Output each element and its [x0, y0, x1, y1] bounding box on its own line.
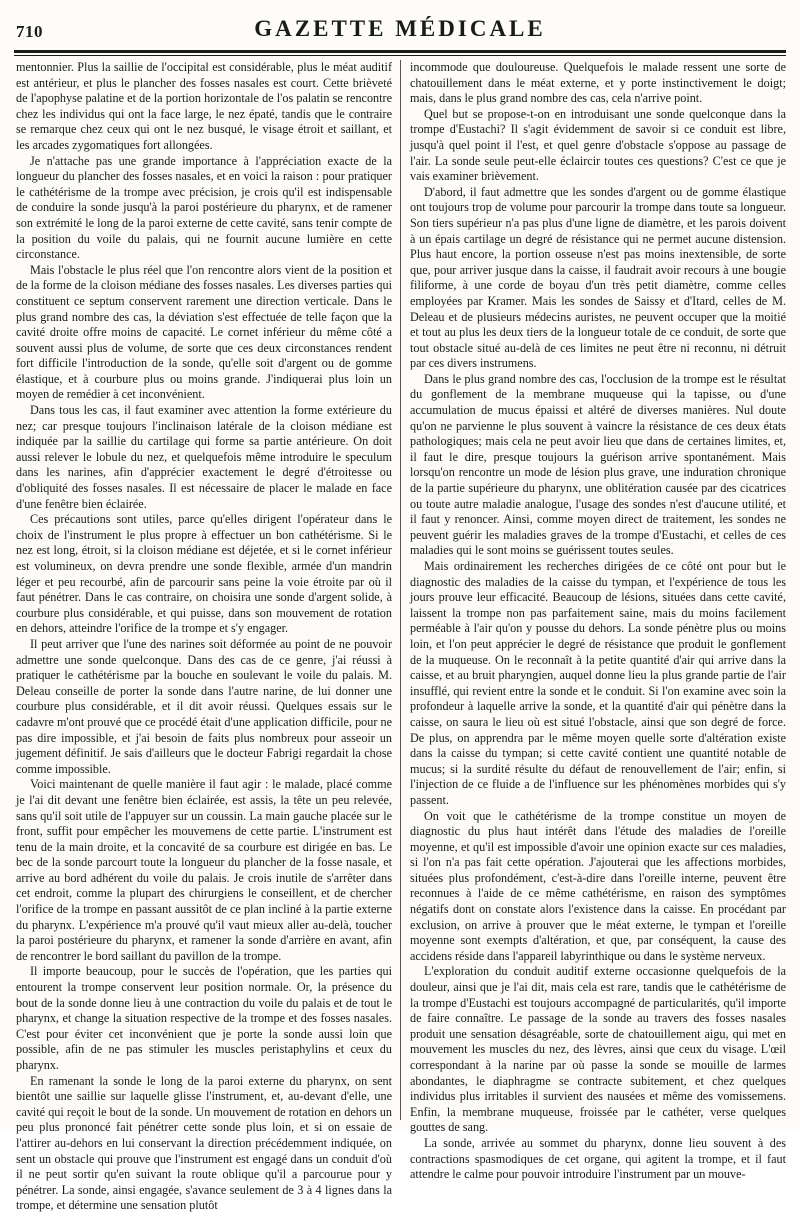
paragraph: Il peut arriver que l'une des narines soit déformée au point de ne pouvoir admettre une sonde quelconque. Dans des cas de ce genre, j'ai réussi à pratiquer le cathétérisme par la bouche en soulevant le voile du palais. M. Deleau conseille de porter la sonde dans l'autre narine, de lui donner une courbure plus considérable, et il dit avoir réussi. Quelques essais sur le cadavre m'ont prouvé que ce procédé était d'une application difficile, pour ne pas dire impossible, et j'ai besoin de faits plus nombreux pour asseoir un jugement définitif. Je sais d'ailleurs que le docteur Fabrigi regardait la chose comme impossible. — [16, 636, 392, 776]
paragraph: Je n'attache pas une grande importance à l'appréciation exacte de la longueur du plancher des fosses nasales, et en voici la raison : pour pratiquer le cathétérisme de la trompe avec précision, je crois qu'il est indispensable de conduire la sonde jusqu'à la paroi postérieure du pharynx, et de ramener son extrémité le long de la paroi externe de cette cavité, sans tenir compte de la position du voile du palais, qui ne fournit aucune lumière en cette circonstance. — [16, 153, 392, 262]
page-number: 710 — [16, 22, 43, 41]
paragraph: Mais ordinairement les recherches dirigées de ce côté ont pour but le diagnostic des maladies de la caisse du tympan, et l'expérience de tous les jours prouve leur efficacité. Beaucoup de lésions, situées dans cette cavité, laissent la trompe non pas parfaitement saine, mais du moins facilement perméable à l'air qu'on y pousse du dehors. La sonde pénètre plus ou moins loin, et l'on peut apprécier le degré de résistance que produit le gonflement de la muqueuse. On le reconnaît à la petite quantité d'air qui arrive dans la caisse, et au bruit pharyngien, auquel donne lieu la plus grande partie de l'air insufflé, qui revient entre la sonde et le conduit. Si l'on examine avec soin la profondeur à laquelle arrive la sonde, et la quantité d'air qui pénètre dans la caisse, on saura le lieu où est situé l'obstacle, ainsi que son degré de force. De plus, on apprendra par le même moyen quelle sorte d'altération existe dans la caisse du tympan; si cette cavité contient une quantité notable de mucus; si la surdité résulte du défaut de renouvellement de l'air; enfin, si l'injection de ce fluide a de l'influence sur les phénomènes morbides qui s'y passent. — [410, 559, 786, 807]
paragraph: L'exploration du conduit auditif externe occasionne quelquefois de la douleur, ainsi que je l'ai dit, mais cela est rare, tandis que le cathétérisme de la trompe d'Eustachi est toujours accompagné de particularités, qu'il importe de faire connaître. Le passage de la sonde au travers des fosses nasales produit une sensation désagréable, sorte de chatouillement aigu, qui met en mouvement les muscles du nez, des lèvres, ainsi que ceux du visage. L'œil correspondant à la narine par où passe la sonde se mouille de larmes abondantes, le diaphragme se contracte subitement, et chez quelques individus plus irritables il survient des nausées et même des vomissemens. Enfin, la membrane muqueuse, froissée par le cathéter, verse quelques gouttes de sang. — [410, 964, 786, 1135]
paragraph: Il importe beaucoup, pour le succès de l'opération, que les parties qui entourent la trompe conservent leur position normale. Or, la présence du bout de la sonde donne lieu à une contraction du voile du palais et de tout le pharynx, et change la situation respective de la trompe et des fosses nasales. C'est pour éviter cet inconvénient que je porte la sonde aussi loin que possible, afin de ne pas stimuler les muscles peristaphylins et ceux du pharynx. — [16, 964, 392, 1072]
paragraph: Ces précautions sont utiles, parce qu'elles dirigent l'opérateur dans le choix de l'instrument le plus propre à effectuer un bon cathétérisme. Si le nez est long, étroit, si la cloison médiane est déjetée, et si le cornet inférieur est volumineux, on devra prendre une sonde flexible, armée d'un mandrin léger et peu recourbé, afin de parcourir sans peine la voie étroite par où il faut pénétrer. Dans le cas contraire, on choisira une sonde d'argent solide, à courbure plus considérable, et qui puisse, dans son mouvement de rotation en dehors, atteindre l'orifice de la trompe et s'y engager. — [16, 512, 392, 636]
journal-title: GAZETTE MÉDICALE — [254, 16, 546, 41]
paragraph: On voit que le cathétérisme de la trompe constitue un moyen de diagnostic du plus haut intérêt dans l'étude des maladies de l'oreille moyenne, et qu'il est impossible d'avoir une opinion exacte sur ces maladies, si l'on n'a pas fait cette opération. J'ajouterai que les affections morbides, situées plus profondément, c'est-à-dire dans l'oreille interne, peuvent être reconnues à l'aide de ce même cathétérisme, en raison des symptômes négatifs dont on constate alors l'existence dans la caisse. En procédant par exclusion, on arrive à prouver que le méat externe, le tympan et l'oreille moyenne sont exempts d'altération, et que, par conséquent, la cause des accidens réside dans l'appareil labyrinthique ou dans le système nerveux. — [410, 808, 786, 963]
page-header — [14, 8, 786, 48]
paragraph: D'abord, il faut admettre que les sondes d'argent ou de gomme élastique ont toujours trop de volume pour parcourir la trompe dans toute sa longueur. Son tiers supérieur n'a pas plus d'une ligne de diamètre, et les parois doivent à un épais cartilage un degré de résistance qui ne permet aucune distension. Plus haut encore, la portion osseuse n'est pas moins inextensible, de sorte que, pour arriver jusque dans la caisse, il faudrait avoir recours à une bougie filiforme, à une corde de boyau d'un très petit diamètre, comme celles employées par Kramer. Mais les sondes de Saissy et d'Itard, celles de M. Deleau et de plusieurs médecins auristes, ne peuvent occuper que la moitié et tout au plus les deux tiers de la longueur totale de ce conduit, de sorte que tout obstacle situé au-delà de ces limites ne peut être ni reconnu, ni détruit par ces divers instrumens. — [410, 184, 786, 371]
right-column — [401, 60, 786, 1182]
paragraph: Dans le plus grand nombre des cas, l'occlusion de la trompe est le résultat du gonflement de la membrane muqueuse qui la tapisse, ou d'une accumulation de mucus épaissi et altéré de diverses manières. Nul doute qu'on ne parvienne le plus souvent à vaincre la résistance de ces deux états pathologiques; mais cela ne peut avoir lieu que dans de certaines limites, et, il faut le dire, presque toujours la guérison arrive spontanément. Mais lorsqu'on rencontre un mode de lésion plus grave, une induration chronique de la partie supérieure du pharynx, une oblitération causée par des cicatrices ou toute autre maladie analogue, l'usage des sondes n'est d'aucune utilité, et il faut y renoncer. Ainsi, comme moyen direct de traitement, les sondes ne peuvent guérir les maladies graves de la trompe d'Eustachi, et celles de ces maladies qui le sont moins se guérissent toutes seules. — [410, 371, 786, 558]
paragraph: mentonnier. Plus la saillie de l'occipital est considérable, plus le méat auditif est antérieur, et plus le plancher des fosses nasales est court. Cette brièveté de l'apophyse palatine et de la portion horizontale de l'os palatin se rencontre chez les individus qui ont la face large, le nez épaté, tandis que le contraire se remarque chez ceux qui ont le nez busqué, le visage étroit et saillant, et les arcades zygomatiques fort allongées. — [16, 60, 392, 152]
paragraph: Mais l'obstacle le plus réel que l'on rencontre alors vient de la position et de la forme de la cloison médiane des fosses nasales. Les diverses parties qui constituent ce septum conservent rarement une direction verticale. Dans le plus grand nombre des cas, la déviation s'est effectuée de telle façon que la cavité droite offre moins de capacité. Le cornet inférieur du même côté a souvent aussi plus de volume, de sorte que ces deux circonstances rendent fort difficile l'introduction de la sonde, qu'elle soit d'argent ou de gomme élastique, et à courbure plus ou moins grande. J'indiquerai plus loin un moyen de remédier à cet inconvénient. — [16, 262, 392, 402]
paragraph: Quel but se propose-t-on en introduisant une sonde quelconque dans la trompe d'Eustachi? Il s'agit évidemment de savoir si ce conduit est libre, jusqu'à quel point il l'est, et quel genre d'obstacle s'oppose au passage de l'air. La sonde seule peut-elle éclaircir toutes ces questions? C'est ce que je vais examiner brièvement. — [410, 106, 786, 184]
left-column — [16, 60, 401, 1213]
paragraph: En ramenant la sonde le long de la paroi externe du pharynx, on sent bientôt une saillie sur laquelle glisse l'instrument, et, au-devant d'elle, une cavité qui reçoit le bout de la sonde. Un mouvement de rotation en dehors un peu plus prononcé fait pénétrer cette sonde plus loin, et si on essaie de l'attirer au-dehors en lui conservant la direction précédemment indiquée, on sent un obstacle qui prouve que l'instrument est engagé dans un conduit d'où il ne peut sortir qu'en suivant la route oblique qu'il a parcourue pour y pénétrer. La sonde, ainsi engagée, s'avance seulement de 3 à 4 lignes dans la trompe, et détermine une sensation plutôt — [16, 1073, 392, 1213]
paragraph: incommode que douloureuse. Quelquefois le malade ressent une sorte de chatouillement dans le méat externe, et y porte instinctivement le doigt; mais, dans le plus grand nombre des cas, cela n'arrive point. — [410, 60, 786, 106]
header-rule-thick — [14, 50, 786, 53]
paragraph: Voici maintenant de quelle manière il faut agir : le malade, placé comme je l'ai dit devant une fenêtre bien éclairée, est assis, la tête un peu relevée, sans qu'il soit utile de l'appuyer sur un coussin. La main gauche placée sur le front, suffit pour empêcher les mouvemens de cette partie. L'instrument est tenu de la main droite, et la concavité de sa courbure est dirigée en bas. Le bec de la sonde parcourt toute la longueur du plancher de la fosse nasale, et arrive au bord adhérent du voile du palais. Je crois inutile de s'arrêter dans cet endroit, comme la plupart des chirurgiens le conseillent, et de chercher l'orifice de la trompe en passant aussitôt de ce plan incliné à la partie externe du pharynx. L'expérience m'a prouvé qu'il vaut mieux aller au-delà, toucher la paroi postérieure du pharynx, et ramener la sonde d'arrière en avant, afin de rencontrer le bord saillant du pavillon de la trompe. — [16, 777, 392, 963]
paragraph: Dans tous les cas, il faut examiner avec attention la forme extérieure du nez; car presque toujours l'inclinaison latérale de la cloison médiane est indiquée par la saillie du cartilage qui forme sa partie antérieure. On doit aussi relever le lobule du nez, et quelquefois même introduire le speculum dans les narines, afin d'apprécier exactement le degré d'étroitesse ou d'obliquité des fosses nasales. Il est nécessaire de placer le malade en face d'une fenêtre bien éclairée. — [16, 403, 392, 511]
header-rule-thin — [14, 55, 786, 56]
text-columns — [16, 60, 786, 1213]
paragraph: La sonde, arrivée au sommet du pharynx, donne lieu souvent à des contractions spasmodiques de cet organe, qui agitent la trompe, et il faut attendre le calme pour pouvoir introduire l'instrument par un mouve- — [410, 1135, 786, 1182]
